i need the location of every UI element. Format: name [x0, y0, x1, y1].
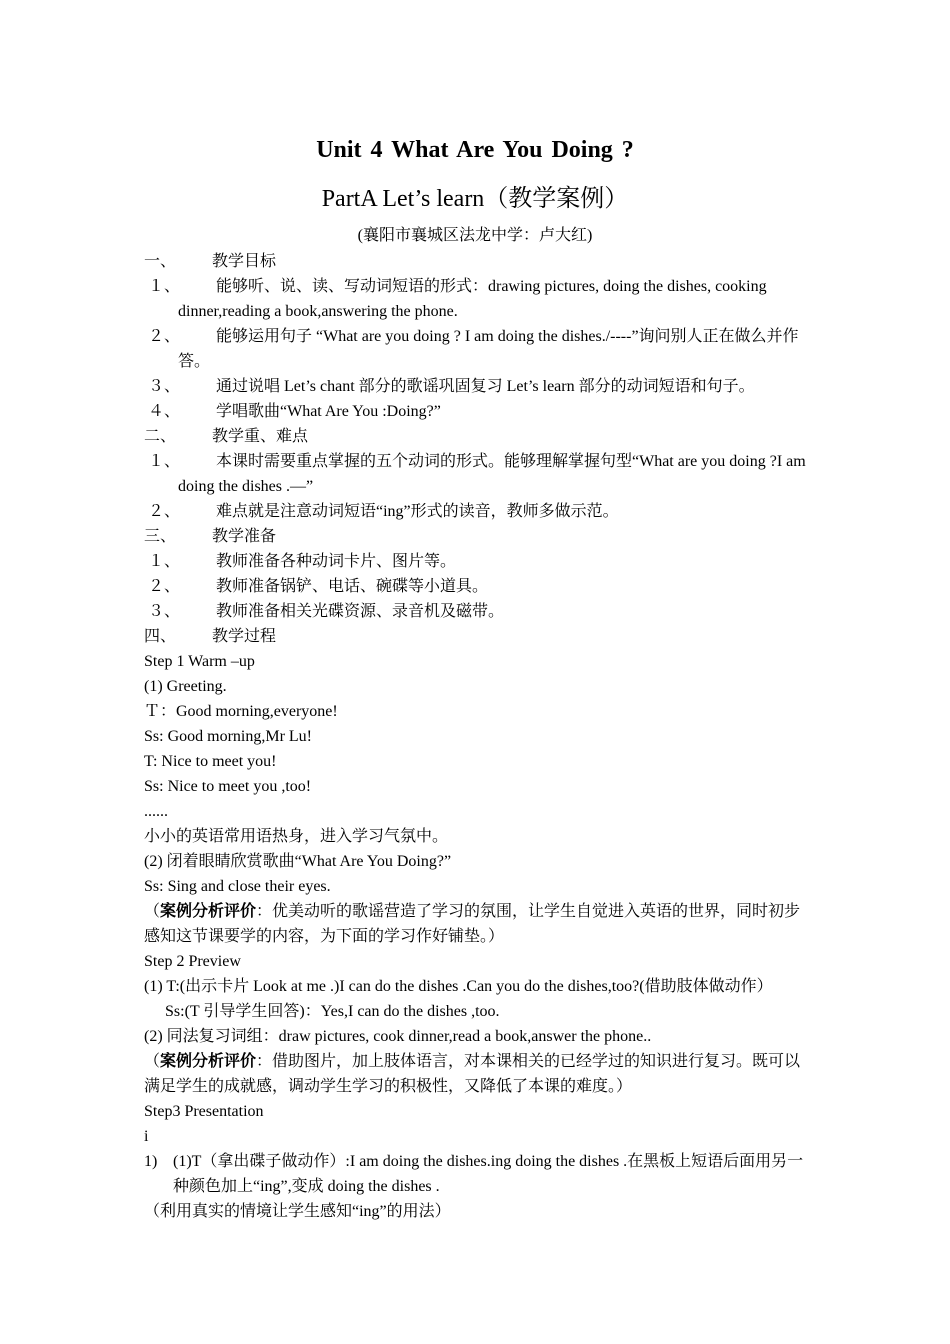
- section-heading: [144, 424, 808, 449]
- list-text: 教师准备相关光碟资源、录音机及磁带。: [216, 603, 505, 620]
- list-marker: １、: [148, 278, 181, 295]
- author-school: (襄阳市襄城区法龙中学：卢大红): [357, 227, 593, 244]
- evaluation-note: [144, 899, 808, 949]
- list-marker: 1): [144, 1153, 158, 1170]
- step-heading: Step 2 Preview: [144, 953, 241, 970]
- list-marker: ２、: [148, 503, 181, 520]
- list-marker: １、: [148, 553, 181, 570]
- section-title: 教学过程: [212, 628, 277, 645]
- ellipsis: ......: [144, 803, 168, 820]
- list-text: 难点就是注意动词短语“ing”形式的读音，教师多做示范。: [216, 503, 619, 520]
- paragraph: (1) Greeting.: [144, 678, 227, 695]
- step-heading: Step3 Presentation: [144, 1103, 264, 1120]
- eval-open: （: [144, 903, 161, 920]
- eval-text: ：借助图片，加上肢体语言，对本课相关的已经学过的知识进行复习。既可以满足学生的成就感，调动学生学习的积极性，又降低了本课的难度。）: [144, 1053, 801, 1095]
- dialogue-line: T: Nice to meet you!: [144, 753, 277, 770]
- doc-subtitle: PartA Let’s learn（教学案例）: [321, 186, 629, 212]
- paragraph: （利用真实的情境让学生感知“ing”的用法）: [144, 1203, 451, 1220]
- section-title: 教学目标: [212, 253, 277, 270]
- eval-open: （: [144, 1053, 161, 1070]
- list-text: 通过说唱 Let’s chant 部分的歌谣巩固复习 Let’s learn 部分的动词短语和句子。: [216, 378, 755, 395]
- list-item: [144, 549, 808, 574]
- list-marker: ２、: [148, 578, 181, 595]
- paragraph: (2) 同法复习词组：draw pictures, cook dinner,read a book,answer the phone..: [144, 1028, 652, 1045]
- paragraph: i: [144, 1128, 149, 1145]
- section-heading: [144, 624, 808, 649]
- eval-label: 案例分析评价: [160, 903, 257, 920]
- dialogue-line: Ss: Nice to meet you ,too!: [144, 778, 312, 795]
- section-title: 教学重、难点: [212, 428, 309, 445]
- section-heading: [144, 524, 808, 549]
- step-heading: Step 1 Warm –up: [144, 653, 255, 670]
- eval-label: 案例分析评价: [160, 1053, 257, 1070]
- dialogue-line: Ｔ：Good morning,everyone!: [144, 703, 338, 720]
- section-heading: [144, 249, 808, 274]
- list-marker: ２、: [148, 328, 181, 345]
- list-text: 教师准备锅铲、电话、碗碟等小道具。: [216, 578, 489, 595]
- section-marker: 二、: [144, 428, 177, 445]
- list-item: [144, 374, 808, 399]
- list-item: [144, 499, 808, 524]
- section-marker: 三、: [144, 528, 177, 545]
- paragraph: (1) T:(出示卡片 Look at me .)I can do the dishes .Can you do the dishes,too?(借助肢体做动作）: [144, 978, 773, 995]
- list-item: [144, 274, 808, 324]
- paragraph: 小小的英语常用语热身，进入学习气氛中。: [144, 828, 449, 845]
- dialogue-line: Ss:(T 引导学生回答)：Yes,I can do the dishes ,too.: [165, 1003, 500, 1020]
- section-marker: 四、: [144, 628, 177, 645]
- list-item: [144, 574, 808, 599]
- section-marker: 一、: [144, 253, 177, 270]
- list-marker: １、: [148, 453, 181, 470]
- doc-body: [144, 249, 808, 1224]
- list-item: [144, 324, 808, 374]
- list-text: 能够听、说、读、写动词短语的形式：drawing pictures, doing the dishes, cooking dinner,reading a book,answering the phone.: [178, 278, 767, 320]
- evaluation-note: [144, 1049, 808, 1099]
- dialogue-line: Ss: Good morning,Mr Lu!: [144, 728, 312, 745]
- list-text: 能够运用句子 “What are you doing ? I am doing the dishes./----”询问别人正在做么并作答。: [178, 328, 799, 370]
- list-text: 本课时需要重点掌握的五个动词的形式。能够理解掌握句型“What are you doing ?I am doing the dishes .—”: [178, 453, 806, 495]
- list-item: [144, 449, 808, 499]
- list-marker: ４、: [148, 403, 181, 420]
- list-marker: ３、: [148, 603, 181, 620]
- list-text: 教师准备各种动词卡片、图片等。: [216, 553, 457, 570]
- list-item: [144, 599, 808, 624]
- section-title: 教学准备: [212, 528, 277, 545]
- list-text: 学唱歌曲“What Are You :Doing?”: [216, 403, 441, 420]
- doc-title: Unit 4 What Are You Doing ?: [316, 137, 634, 163]
- paragraph: (2) 闭着眼睛欣赏歌曲“What Are You Doing?”: [144, 853, 452, 870]
- list-text: (1)T（拿出碟子做动作）:I am doing the dishes.ing doing the dishes .在黑板上短语后面用另一种颜色加上“ing”,变成 doing the dishes .: [173, 1153, 804, 1195]
- dialogue-line: Ss: Sing and close their eyes.: [144, 878, 331, 895]
- list-item: [144, 1149, 808, 1199]
- eval-text: ：优美动听的歌谣营造了学习的氛围，让学生自觉进入英语的世界，同时初步感知这节课要学的内容，为下面的学习作好铺垫。）: [144, 903, 801, 945]
- list-marker: ３、: [148, 378, 181, 395]
- list-item: [144, 399, 808, 424]
